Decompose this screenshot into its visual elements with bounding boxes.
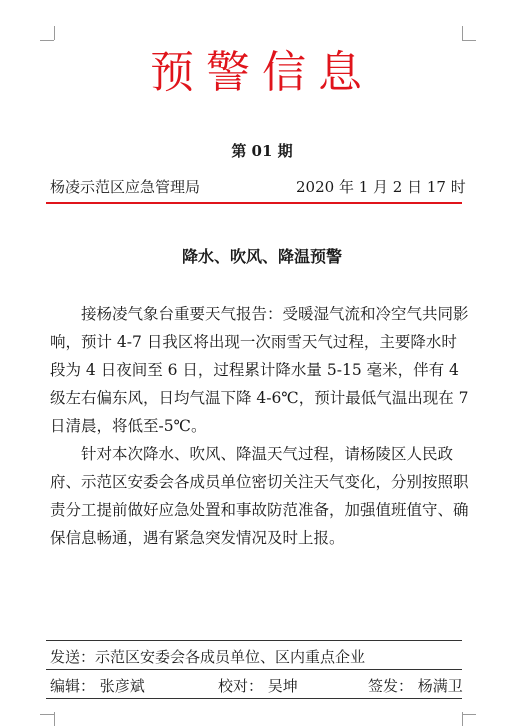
issue-date: 2020 年 1 月 2 日 17 时 xyxy=(296,178,466,196)
footer-rule xyxy=(46,669,462,670)
warning-subject: 降水、吹风、降温预警 xyxy=(181,247,342,266)
body-paragraph: 针对本次降水、吹风、降温天气过程，请杨陵区人民政府、示范区安委会各成员单位密切关注天气变化，分别按照职责分工提前做好应急处置和事故防范准备，加强值班值守、确保信息畅通，遇有紧急突发情况及时上报。 xyxy=(50,445,469,547)
body-paragraph: 接杨凌气象台重要天气报告：受暖湿气流和冷空气共同影响，预计 4-7 日我区将出现一次雨雪天气过程，主要降水时段为 4 日夜间至 6 日，过程累计降水量 5-15 毫米，伴有 4 级左右偏东风，日均气温下降 4-6℃，预计最低气温出现在 7 日清晨，将低至-5℃。 xyxy=(50,305,469,435)
red-divider xyxy=(46,202,462,204)
editor-field: 编辑： 张彦斌 xyxy=(50,677,145,695)
document-title: 预警信息 xyxy=(150,47,374,98)
proofreader-field: 校对： 吴坤 xyxy=(218,677,298,695)
body-text xyxy=(50,300,470,552)
crop-mark xyxy=(40,714,54,715)
footer-rule xyxy=(46,640,462,641)
crop-mark xyxy=(54,712,55,726)
issuer-sign-field: 签发： 杨满卫 xyxy=(368,677,463,695)
crop-mark xyxy=(462,712,463,726)
footer-rule xyxy=(46,698,462,699)
send-to-line: 发送：示范区安委会各成员单位、区内重点企业 xyxy=(50,648,366,666)
issuing-agency: 杨凌示范区应急管理局 xyxy=(50,178,201,196)
issue-number: 第 01 期 xyxy=(231,142,293,160)
crop-mark xyxy=(462,714,476,715)
